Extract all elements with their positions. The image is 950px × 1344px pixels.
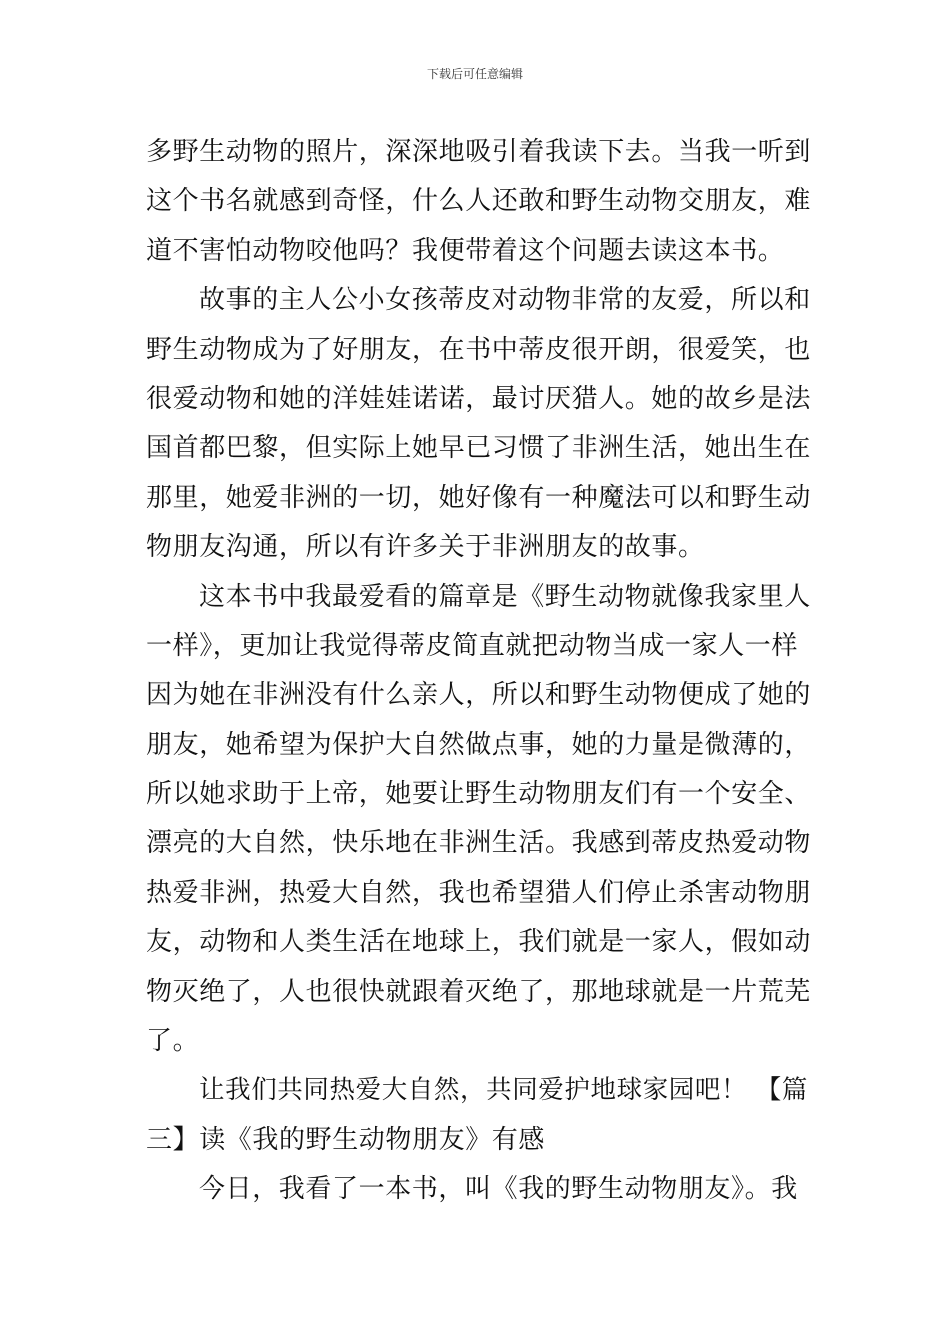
text-line: 让我们共同热爱大自然，共同爱护地球家园吧！ 【篇 (199, 1075, 809, 1106)
text-line: 漂亮的大自然，快乐地在非洲生活。我感到蒂皮热爱动物 (146, 828, 812, 859)
text-line: 朋友，她希望为保护大自然做点事，她的力量是微薄的， (146, 729, 812, 760)
text-line: 三】读《我的野生动物朋友》有感 (146, 1124, 546, 1155)
text-line: 一样》，更加让我觉得蒂皮简直就把动物当成一家人一样 (146, 630, 799, 661)
text-line: 所以她求助于上帝，她要让野生动物朋友们有一个安全、 (146, 779, 812, 810)
text-line: 野生动物成为了好朋友，在书中蒂皮很开朗，很爱笑，也 (146, 334, 812, 365)
document-body (146, 128, 811, 1215)
text-line: 多野生动物的照片，深深地吸引着我读下去。当我一听到 (146, 137, 812, 167)
text-line: 这个书名就感到奇怪，什么人还敢和野生动物交朋友，难 (146, 186, 812, 217)
text-line: 了。 (146, 1026, 200, 1057)
text-line: 友，动物和人类生活在地球上，我们就是一家人，假如动 (146, 927, 812, 958)
text-line: 故事的主人公小女孩蒂皮对动物非常的友爱，所以和 (199, 285, 811, 316)
page-header-note: 下载后可任意编辑 (426, 67, 523, 81)
text-line: 热爱非洲，热爱大自然，我也希望猎人们停止杀害动物朋 (146, 877, 812, 908)
text-line: 那里，她爱非洲的一切，她好像有一种魔法可以和野生动 (146, 482, 812, 513)
text-line: 很爱动物和她的洋娃娃诺诺，最讨厌猎人。她的故乡是法 (146, 383, 812, 414)
text-line: 因为她在非洲没有什么亲人，所以和野生动物便成了她的 (146, 680, 812, 711)
text-line: 这本书中我最爱看的篇章是《野生动物就像我家里人 (199, 581, 811, 612)
text-line: 物灭绝了，人也很快就跟着灭绝了，那地球就是一片荒芜 (146, 976, 812, 1007)
text-line: 国首都巴黎，但实际上她早已习惯了非洲生活，她出生在 (146, 433, 812, 464)
text-line: 道不害怕动物咬他吗？我便带着这个问题去读这本书。 (146, 235, 785, 266)
text-line: 今日，我看了一本书，叫《我的野生动物朋友》。我 (199, 1174, 798, 1205)
text-line: 物朋友沟通，所以有许多关于非洲朋友的故事。 (146, 532, 705, 563)
